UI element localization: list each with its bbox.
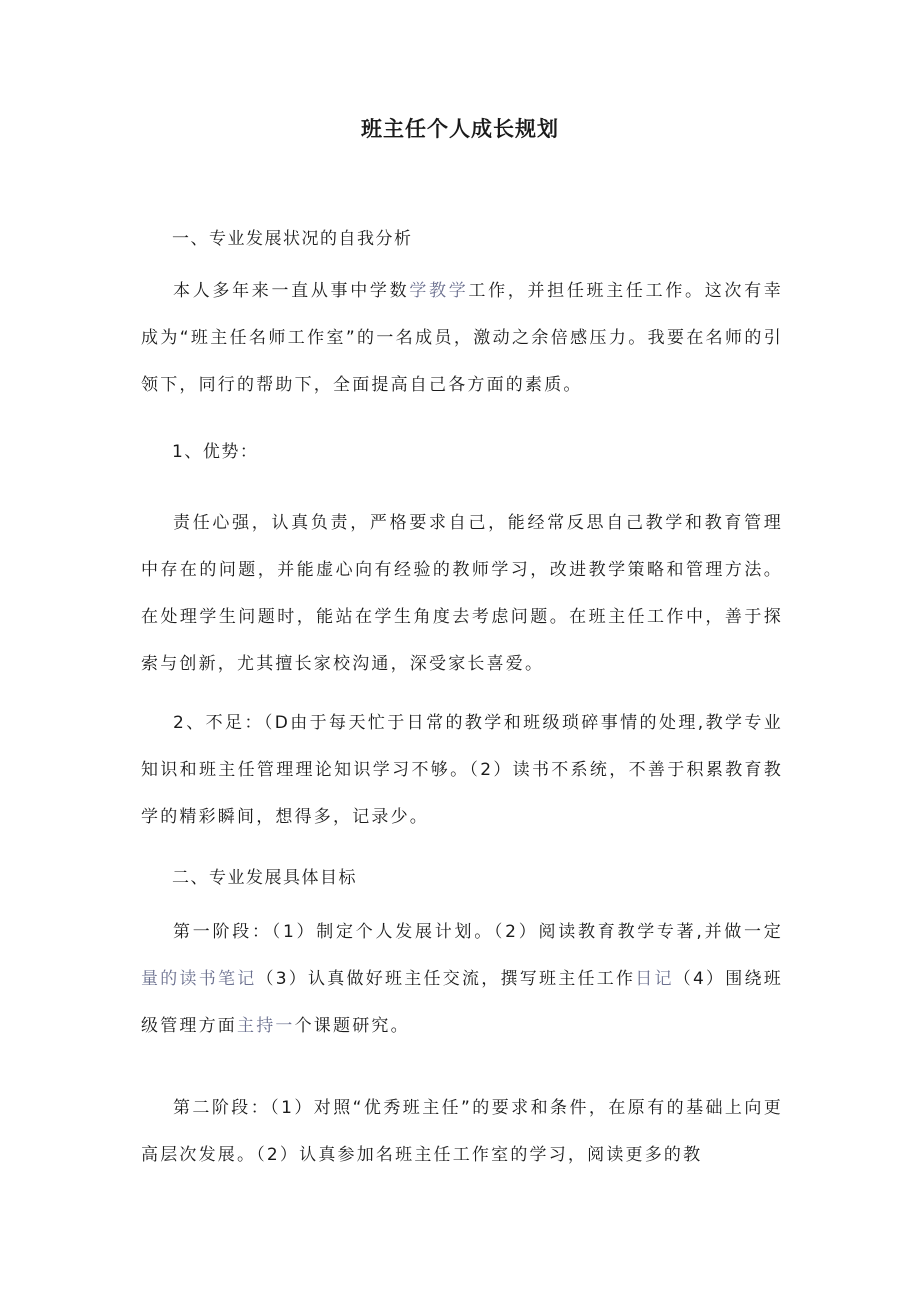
section2-heading: 二、专业发展具体目标 [172, 868, 357, 888]
intro-text-part2: 工作，并担任班主任工作。这次有幸成为“班主任名师工作室”的一名成员，激动之余倍感压力。我要在名师的引领下，同行的帮助下，全面提高自己各方面的素质。 [141, 281, 783, 395]
stage1-text-part2: （3）认真做好班主任交流，撰写班主任工作 [256, 969, 636, 989]
section1-heading: 一、专业发展状况的自我分析 [172, 229, 413, 249]
stage1-link-reading-notes[interactable]: 量的读书笔记 [141, 969, 257, 989]
stage1-text-part3: （4）围绕班级管理方面 [141, 969, 783, 1036]
strengths-paragraph: 责任心强，认真负责，严格要求自己，能经常反思自己教学和教育管理中存在的问题，并能虚心向有经验的教师学习，改进教学策略和管理方法。在处理学生问题时，能站在学生角度去考虑问题。在班主任工作中，善于探索与创新，尤其擅长家校沟通，深受家长喜爱。 [141, 513, 783, 674]
strengths-heading: 1、优势： [172, 442, 259, 462]
intro-link[interactable]: 学教学 [409, 281, 469, 301]
document-title: 班主任个人成长规划 [361, 117, 559, 141]
intro-text-part1: 本人多年来一直从事中学数 [173, 281, 410, 301]
stage2-paragraph: 第二阶段：（1）对照“优秀班主任”的要求和条件，在原有的基础上向更高层次发展。（2）认真参加名班主任工作室的学习，阅读更多的教 [141, 1098, 783, 1165]
stage1-paragraph [141, 909, 783, 1050]
stage1-text-part4: 个课题研究。 [294, 1016, 410, 1036]
intro-paragraph [141, 268, 783, 409]
weakness-paragraph: 2、不足：（D由于每天忙于日常的教学和班级琐碎事情的处理,教学专业知识和班主任管理理论知识学习不够。（2）读书不系统，不善于积累教育教学的精彩瞬间，想得多，记录少。 [141, 713, 783, 827]
stage1-link-host[interactable]: 主持一 [237, 1016, 295, 1036]
stage1-link-diary[interactable]: 日记 [635, 969, 674, 989]
stage1-text-part1: 第一阶段：（1）制定个人发展计划。（2）阅读教育教学专著,并做一定 [173, 922, 783, 942]
